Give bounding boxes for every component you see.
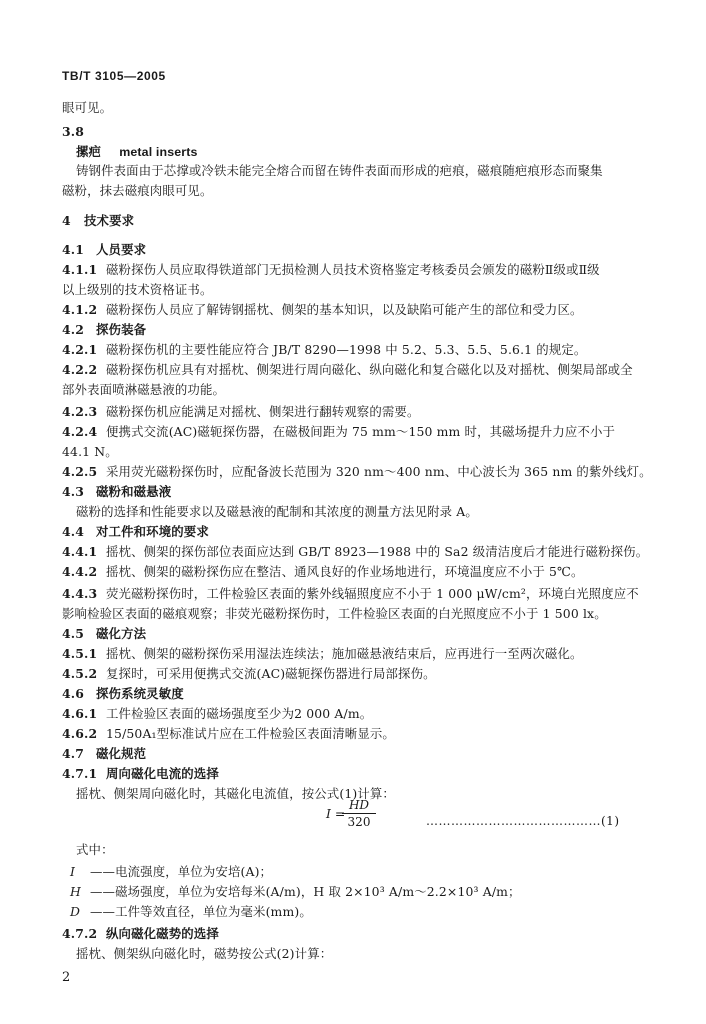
clause-4-6-1 (62, 706, 372, 722)
section-title: 磁化方法 (96, 626, 147, 641)
clause-4-2-1 (62, 342, 586, 358)
page-number: 2 (62, 970, 71, 985)
clause-number: 4.2.4 (62, 424, 98, 439)
clause-text: 磁粉探伤机的主要性能应符合 JB/T 8290—1998 中 5.2、5.3、5.5、5.6.1 的规定。 (106, 342, 587, 357)
clause-text: 便携式交流(AC)磁轭探伤器，在磁极间距为 75 mm～150 mm 时，其磁场提升力应不小于 (106, 424, 616, 439)
clause-4-1-1-cont: 以上级别的技术资格证书。 (62, 282, 213, 297)
section-4-3-heading (62, 484, 171, 500)
section-4-2-heading (62, 322, 146, 338)
clause-3-8-term (76, 144, 198, 160)
clause-4-1-1 (62, 262, 600, 278)
clause-number: 4.1.2 (62, 302, 98, 317)
clause-3-8-number: 3.8 (62, 124, 85, 139)
section-number: 4 (62, 213, 71, 228)
clause-4-4-3-cont: 影响检验区表面的磁痕观察；非荧光磁粉探伤时，工件检验区表面的白光照度应不小于 1 500 lx。 (62, 606, 607, 621)
section-title: 对工件和环境的要求 (96, 524, 209, 539)
clause-number: 4.2.1 (62, 342, 98, 357)
clause-number: 4.1.1 (62, 262, 98, 277)
var-symbol: H (70, 884, 81, 899)
clause-4-7-1-heading (62, 766, 219, 782)
term-zh: 摞疤 (76, 144, 102, 159)
clause-4-4-3 (62, 586, 639, 602)
clause-4-6-2 (62, 726, 395, 742)
clause-4-7-2-text: 摇枕、侧架纵向磁化时，磁势按公式(2)计算： (76, 946, 333, 961)
clause-4-2-4-cont: 44.1 N。 (62, 444, 118, 459)
clause-3-8-definition-line1: 铸钢件表面由于芯撑或冷铁未能完全熔合而留在铸件表面而形成的疤痕，磁痕随疤痕形态而聚集 (76, 163, 603, 178)
section-4-7-heading (62, 746, 146, 762)
where-label: 式中： (76, 842, 114, 857)
section-number: 4.5 (62, 626, 85, 641)
var-symbol: D (70, 904, 81, 919)
clause-4-1-2 (62, 302, 583, 318)
section-4-5-heading (62, 626, 146, 642)
clause-text: 磁粉探伤人员应了解铸钢摇枕、侧架的基本知识，以及缺陷可能产生的部位和受力区。 (106, 302, 583, 317)
clause-number: 4.2.3 (62, 404, 98, 419)
section-title: 磁化规范 (96, 746, 147, 761)
section-number: 4.2 (62, 322, 85, 337)
var-d-definition (70, 904, 312, 920)
clause-number: 4.7.1 (62, 766, 98, 781)
term-en: metal inserts (119, 145, 198, 159)
var-text: ——磁场强度，单位为安培每米(A/m)，H 取 2×10³ A/m～2.2×10³ A/m； (90, 884, 521, 899)
clause-3-8-definition-line2: 磁粉，抹去磁痕肉眼可见。 (62, 183, 213, 198)
clause-text: 磁粉探伤机应具有对摇枕、侧架进行周向磁化、纵向磁化和复合磁化以及对摇枕、侧架局部或全 (106, 362, 633, 377)
clause-text: 摇枕、侧架的探伤部位表面应达到 GB/T 8923—1988 中的 Sa2 级清洁度后才能进行磁粉探伤。 (106, 544, 649, 559)
clause-text: 磁粉探伤人员应取得铁道部门无损检测人员技术资格鉴定考核委员会颁发的磁粉Ⅱ级或Ⅱ级 (106, 262, 600, 277)
section-title: 人员要求 (96, 242, 147, 257)
section-4-heading (62, 213, 134, 229)
clause-text: 摇枕、侧架的磁粉探伤采用湿法连续法；施加磁悬液结束后，应再进行一至两次磁化。 (106, 646, 583, 661)
section-4-1-heading (62, 242, 146, 258)
clause-4-7-1-text: 摇枕、侧架周向磁化时，其磁化电流值，按公式(1)计算： (76, 786, 395, 801)
standard-header: TB/T 3105—2005 (62, 69, 166, 83)
clause-number: 4.4.3 (62, 586, 98, 601)
section-number: 4.3 (62, 484, 85, 499)
section-4-4-heading (62, 524, 209, 540)
clause-4-2-2-cont: 部外表面喷淋磁悬液的功能。 (62, 382, 226, 397)
var-text: ——工件等效直径，单位为毫米(mm)。 (90, 904, 312, 919)
clause-4-2-2 (62, 362, 633, 378)
clause-text: 15/50A₁型标准试片应在工件检验区表面清晰显示。 (106, 726, 395, 741)
section-number: 4.4 (62, 524, 85, 539)
clause-number: 4.6.2 (62, 726, 98, 741)
clause-title: 周向磁化电流的选择 (106, 766, 219, 781)
var-symbol: I (70, 864, 76, 879)
section-4-6-heading (62, 686, 184, 702)
section-number: 4.1 (62, 242, 85, 257)
clause-number: 4.6.1 (62, 706, 98, 721)
clause-4-5-1 (62, 646, 583, 662)
clause-number: 4.4.1 (62, 544, 98, 559)
clause-text: 复探时，可采用便携式交流(AC)磁轭探伤器进行局部探伤。 (106, 666, 436, 681)
clause-4-2-5 (62, 464, 652, 480)
clause-number: 4.5.2 (62, 666, 98, 681)
section-title: 探伤系统灵敏度 (96, 686, 184, 701)
continuation-text: 眼可见。 (62, 100, 113, 115)
var-i-definition (70, 864, 272, 880)
formula-lhs-text: I = (326, 806, 346, 821)
var-text: ——电流强度，单位为安培(A)； (90, 864, 273, 879)
clause-title: 纵向磁化磁势的选择 (106, 926, 219, 941)
formula-fraction (342, 798, 376, 829)
clause-4-4-2 (62, 564, 584, 580)
clause-4-7-2-heading (62, 926, 219, 942)
clause-text: 荧光磁粉探伤时，工件检验区表面的紫外线辐照度应不小于 1 000 μW/cm²，环境白光照度应不 (106, 586, 639, 601)
clause-number: 4.7.2 (62, 926, 98, 941)
clause-4-4-1 (62, 544, 648, 560)
clause-text: 磁粉探伤机应能满足对摇枕、侧架进行翻转观察的需要。 (106, 404, 420, 419)
clause-number: 4.5.1 (62, 646, 98, 661)
clause-number: 4.2.2 (62, 362, 98, 377)
formula-number: ……………………………………(1) (426, 814, 620, 828)
clause-number: 4.4.2 (62, 564, 98, 579)
clause-text: 摇枕、侧架的磁粉探伤应在整洁、通风良好的作业场地进行，环境温度应不小于 5℃。 (106, 564, 584, 579)
clause-4-2-3 (62, 404, 420, 420)
clause-text: 采用荧光磁粉探伤时，应配备波长范围为 320 nm～400 nm、中心波长为 365 nm 的紫外线灯。 (106, 464, 652, 479)
section-title: 探伤装备 (96, 322, 147, 337)
clause-4-5-2 (62, 666, 436, 682)
formula-numerator: HD (342, 798, 376, 814)
section-number: 4.7 (62, 746, 85, 761)
clause-number: 4.2.5 (62, 464, 98, 479)
clause-4-2-4 (62, 424, 615, 440)
section-title: 技术要求 (84, 213, 135, 228)
clause-4-3-text: 磁粉的选择和性能要求以及磁悬液的配制和其浓度的测量方法见附录 A。 (76, 504, 478, 519)
section-number: 4.6 (62, 686, 85, 701)
section-title: 磁粉和磁悬液 (96, 484, 172, 499)
formula-denominator: 320 (347, 815, 371, 829)
clause-text: 工件检验区表面的磁场强度至少为2 000 A/m。 (106, 706, 373, 721)
var-h-definition (70, 884, 521, 900)
